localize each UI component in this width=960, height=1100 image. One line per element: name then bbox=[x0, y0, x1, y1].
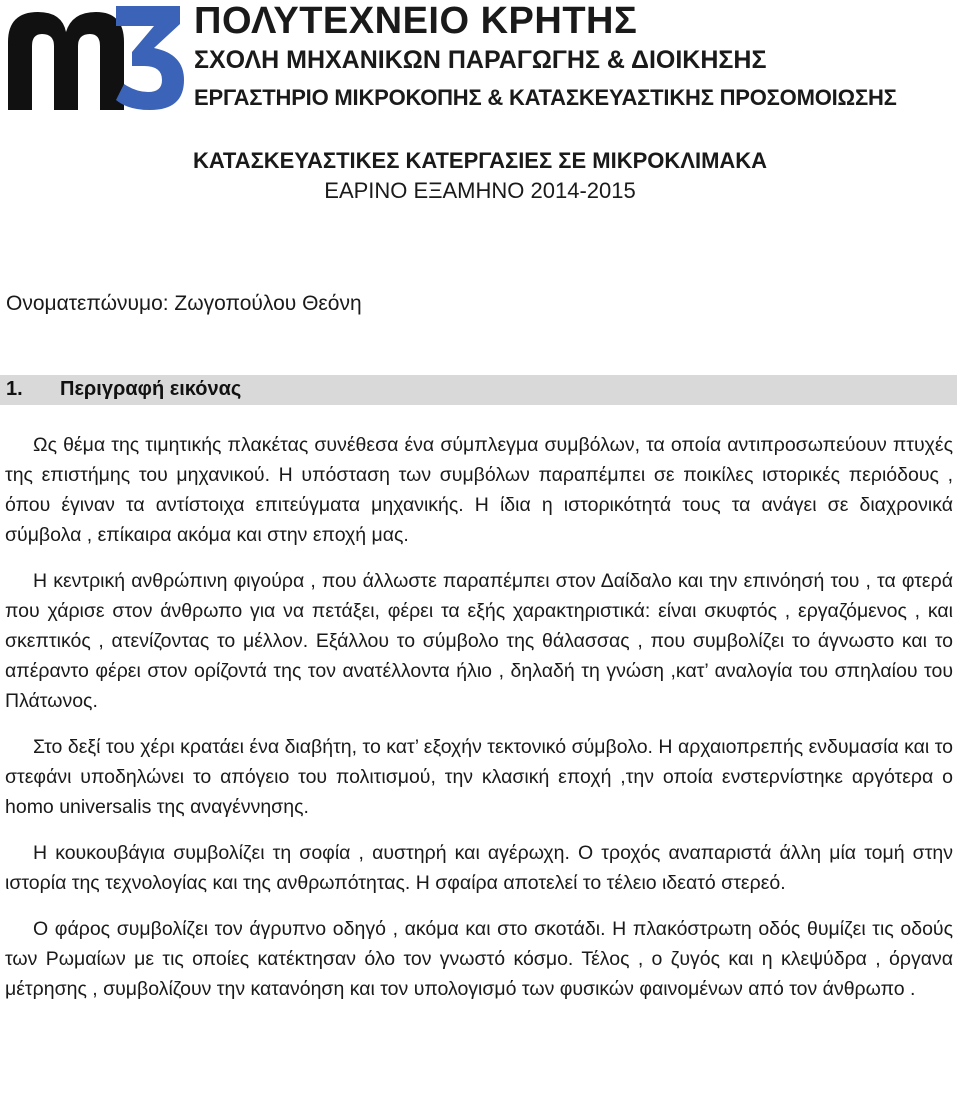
paragraph: Η κουκουβάγια συμβολίζει τη σοφία , αυστηρή και αγέρωχη. Ο τροχός αναπαριστά άλλη μία τομή στην ιστορία της τεχνολογίας και της ανθρωπότητας. Η σφαίρα αποτελεί το τέλειο ιδεατό στερεό. bbox=[5, 842, 953, 894]
paragraph: Η κεντρική ανθρώπινη φιγούρα , που άλλωστε παραπέμπει στον Δαίδαλο και την επινόησή του , τα φτερά που χάρισε στον άνθρωπο για να πετάξει, φέρει τα εξής χαρακτηριστικά: είναι σκυφτός , εργαζόμενος , και σκεπτικός , ατενίζοντας το μέλλον. Εξάλλου το σύμβολο της θάλασσας , που συμβολίζει το άγνωστο και το απέραντο φέρει στον ορίζοντά της τον ανατέλλοντα ήλιο , δηλαδή τη γνώση ,κατ’ αναλογία του σπηλαίου του Πλάτωνος. bbox=[5, 570, 953, 712]
section-title: Περιγραφή εικόνας bbox=[60, 378, 242, 400]
logo-m-shape bbox=[8, 12, 124, 110]
lab-name: ΕΡΓΑΣΤΗΡΙΟ ΜΙΚΡΟΚΟΠΗΣ & ΚΑΤΑΣΚΕΥΑΣΤΙΚΗΣ ΠΡΟΣΟΜΟΙΩΣΗΣ bbox=[194, 85, 897, 110]
paragraph: Ο φάρος συμβολίζει τον άγρυπνο οδηγό , ακόμα και στο σκοτάδι. Η πλακόστρωτη οδός θυμίζει τις οδούς των Ρωμαίων με τις οποίες κατέκτησαν όλο τον γνωστό κόσμο. Τέλος , ο ζυγός και η κλεψύδρα , όργανα μέτρησης , συμβολίζουν την κατανόηση και τον υπολογισμό των φυσικών φαινομένων από τον άνθρωπο . bbox=[5, 918, 953, 1000]
paragraph: Ως θέμα της τιμητικής πλακέτας συνέθεσα ένα σύμπλεγμα συμβόλων, τα οποία αντιπροσωπεύουν πτυχές της επιστήμης του μηχανικού. Η υπόσταση των συμβόλων παραπέμπει σε ποικίλες ιστορικές περιόδους , όπου έγιναν τα αντίστοιχα επιτεύγματα μηχανικής. Η ίδια η ιστορικότητά τους τα ανάγει σε διαχρονικά σύμβολα , επίκαιρα ακόμα και στην εποχή μας. bbox=[5, 434, 953, 546]
paragraph: Στο δεξί του χέρι κρατάει ένα διαβήτη, το κατ’ εξοχήν τεκτονικό σύμβολο. Η αρχαιοπρεπής ενδυμασία και το στεφάνι υποδηλώνει το απόγειο του πολιτισμού, την κλασική εποχή ,την οποία ενστερνίστηκε αργότερα ο homo universalis της αναγέννησης. bbox=[5, 736, 953, 818]
course-title: ΚΑΤΑΣΚΕΥΑΣΤΙΚΕΣ ΚΑΤΕΡΓΑΣΙΕΣ ΣΕ ΜΙΚΡΟΚΛΙΜΑΚΑ bbox=[192, 148, 768, 173]
institution-name: ΠΟΛΥΤΕΧΝΕΙΟ ΚΡΗΤΗΣ bbox=[194, 0, 638, 42]
section-heading bbox=[0, 375, 957, 405]
logo-three-shape bbox=[116, 6, 184, 110]
page-header bbox=[0, 0, 960, 118]
university-logo bbox=[4, 2, 186, 112]
section-number: 1. bbox=[6, 378, 23, 400]
student-name: Ονοματεπώνυμο: Ζωγοπούλου Θεόνη bbox=[6, 292, 362, 315]
school-name: ΣΧΟΛΗ ΜΗΧΑΝΙΚΩΝ ΠΑΡΑΓΩΓΗΣ & ΔΙΟΙΚΗΣΗΣ bbox=[194, 46, 767, 74]
body-text bbox=[5, 430, 953, 1020]
semester: ΕΑΡΙΝΟ ΕΞΑΜΗΝΟ 2014-2015 bbox=[324, 178, 636, 203]
